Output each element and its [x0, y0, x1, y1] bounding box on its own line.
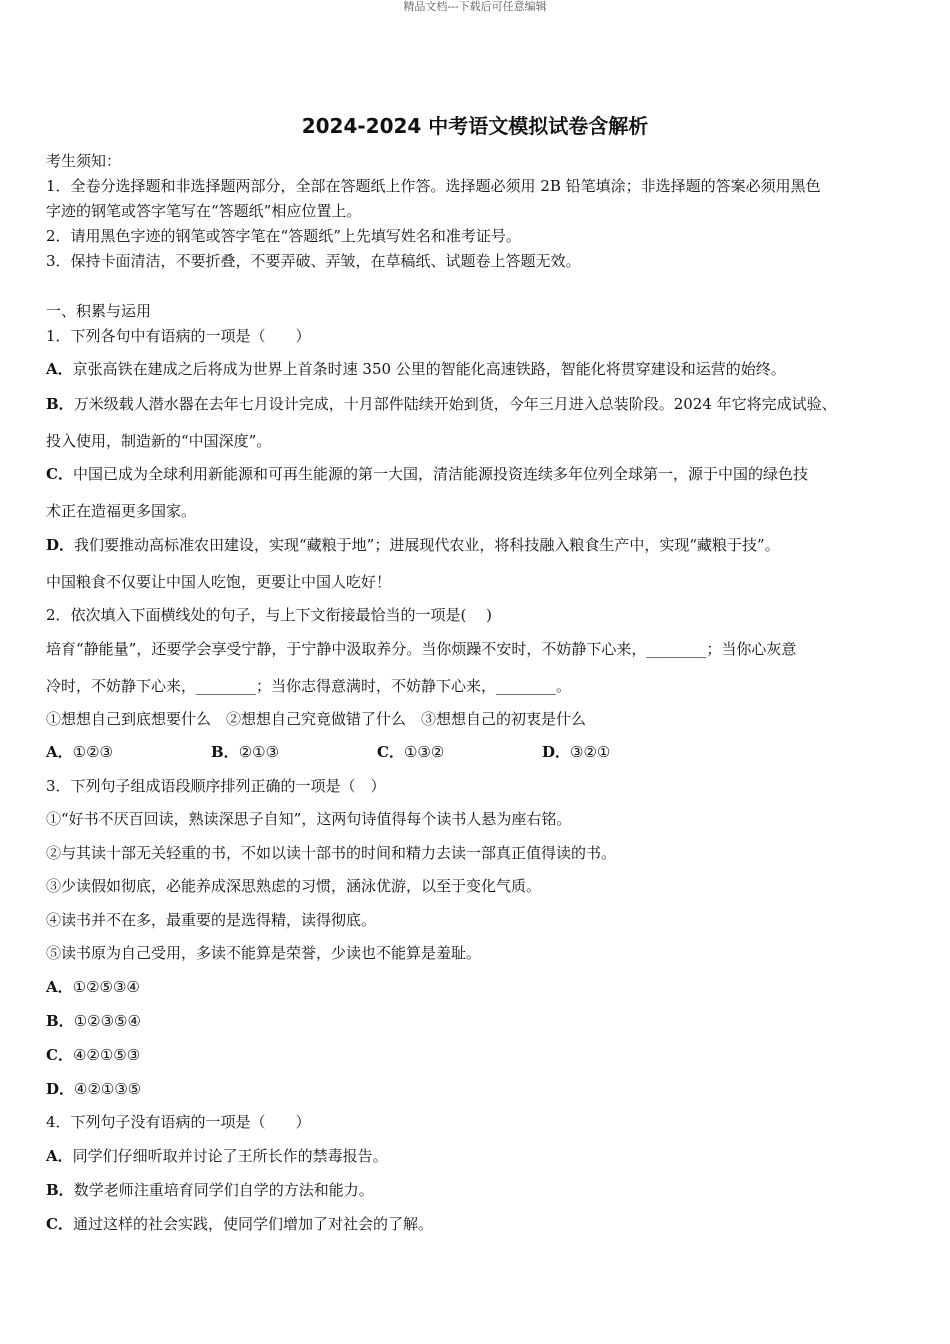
option-letter: D． — [46, 1080, 75, 1098]
option-letter: C． — [377, 743, 404, 761]
section-heading: 一、积累与运用 — [46, 302, 152, 320]
question-4-option-b — [46, 1179, 374, 1201]
notice-heading: 考生须知： — [46, 152, 122, 170]
option-text: ①②③⑤④ — [73, 1012, 141, 1030]
question-2-stem: 2．依次填入下面横线处的句子，与上下文衔接最恰当的一项是( ) — [46, 606, 493, 624]
option-text: 中国已成为全球利用新能源和可再生能源的第一大国，清洁能源投资连续多年位列全球第一，源于中国的绿色技 — [72, 465, 808, 483]
option-text: ①②⑤③④ — [72, 978, 140, 996]
option-letter: A． — [46, 1147, 73, 1165]
question-3-sentence-5: ⑤读书原为自己受用，多读不能算是荣誉，少读也不能算是羞耻。 — [46, 944, 482, 962]
document-title: 2024-2024 中考语文模拟试卷含解析 — [301, 114, 649, 138]
question-4-option-a — [46, 1145, 388, 1167]
option-letter: A． — [46, 743, 73, 761]
option-text: ④②①⑤③ — [72, 1046, 141, 1064]
question-1-option-c-cont: 术正在造福更多国家。 — [46, 502, 197, 520]
question-2-choices: ①想想自己到底想要什么 ②想想自己究竟做错了什么 ③想想自己的初衷是什么 — [46, 710, 587, 728]
option-letter: C． — [46, 465, 73, 483]
option-letter: A． — [46, 360, 73, 378]
question-4-stem: 4．下列句子没有语病的一项是（ ） — [46, 1113, 311, 1131]
notice-item-1-cont: 字迹的钢笔或答字笔写在“答题纸”相应位置上。 — [46, 202, 362, 220]
option-text: ①②③ — [72, 743, 113, 761]
option-letter: B． — [46, 395, 74, 413]
question-3-option-d — [46, 1078, 141, 1100]
question-3-stem: 3．下列句子组成语段顺序排列正确的一项是（ ） — [46, 777, 386, 795]
question-2-option-d — [542, 741, 610, 763]
question-3-option-b — [46, 1010, 141, 1032]
notice-item-1: 1．全卷分选择题和非选择题两部分，全部在答题纸上作答。选择题必须用 2B 铅笔填涂；非选择题的答案必须用黑色 — [46, 177, 821, 195]
option-text: ②①③ — [238, 743, 280, 761]
option-text: ①③② — [403, 743, 445, 761]
question-3-sentence-3: ③少读假如彻底，必能养成深思熟虑的习惯，涵泳优游，以至于变化气质。 — [46, 877, 542, 895]
question-1-option-d-cont: 中国粮食不仅要让中国人吃饱，更要让中国人吃好！ — [46, 573, 392, 591]
question-1-option-d — [46, 534, 780, 556]
option-text: 同学们仔细听取并讨论了王所长作的禁毒报告。 — [72, 1147, 388, 1165]
option-letter: B． — [46, 1181, 74, 1199]
option-letter: C． — [46, 1215, 73, 1233]
option-text: 京张高铁在建成之后将成为世界上首条时速 350 公里的智能化高速铁路，智能化将贯穿建设和运营的始终。 — [72, 360, 786, 378]
notice-item-2: 2．请用黑色字迹的钢笔或答字笔在“答题纸”上先填写姓名和准考证号。 — [46, 227, 521, 245]
option-letter: D． — [46, 536, 75, 554]
question-2-option-a — [46, 741, 113, 763]
question-2-option-b — [211, 741, 279, 763]
question-1-stem: 1．下列各句中有语病的一项是（ ） — [46, 327, 311, 345]
notice-item-3: 3．保持卡面清洁，不要折叠，不要弄破、弄皱，在草稿纸、试题卷上答题无效。 — [46, 252, 581, 270]
question-2-passage-cont: 冷时，不妨静下心来，________；当你志得意满时，不妨静下心来，________。 — [46, 677, 572, 695]
option-text: 万米级载人潜水器在去年七月设计完成，十月部件陆续开始到货，今年三月进入总装阶段。2024 年它将完成试验、 — [73, 395, 837, 413]
question-4-option-c — [46, 1213, 433, 1235]
option-letter: A． — [46, 978, 73, 996]
question-3-option-a — [46, 976, 140, 998]
question-2-option-c — [377, 741, 444, 763]
question-1-option-b — [46, 393, 837, 415]
option-text: 我们要推动高标准农田建设，实现“藏粮于地”；进展现代农业，将科技融入粮食生产中，实现“藏粮于技”。 — [74, 536, 780, 554]
option-text: ③②① — [570, 743, 611, 761]
option-text: ④②①③⑤ — [74, 1080, 142, 1098]
question-2-passage: 培育“静能量”，还要学会享受宁静，于宁静中汲取养分。当你烦躁不安时，不妨静下心来，________；当你心灰意 — [46, 640, 797, 658]
question-3-option-c — [46, 1044, 140, 1066]
question-3-sentence-4: ④读书并不在多，最重要的是选得精，读得彻底。 — [46, 911, 377, 929]
question-3-sentence-1: ①“好书不厌百回读，熟读深思子自知”，这两句诗值得每个读书人悬为座右铭。 — [46, 810, 572, 828]
question-1-option-c — [46, 463, 808, 485]
question-1-option-b-cont: 投入使用，制造新的“中国深度”。 — [46, 432, 272, 450]
option-letter: B． — [46, 1012, 74, 1030]
option-letter: B． — [211, 743, 239, 761]
option-letter: D． — [542, 743, 571, 761]
question-1-option-a — [46, 358, 786, 380]
option-text: 数学老师注重培育同学们自学的方法和能力。 — [73, 1181, 374, 1199]
option-text: 通过这样的社会实践，使同学们增加了对社会的了解。 — [72, 1215, 433, 1233]
option-letter: C． — [46, 1046, 73, 1064]
question-3-sentence-2: ②与其读十部无关轻重的书，不如以读十部书的时间和精力去读一部真正值得读的书。 — [46, 844, 617, 862]
page-header-note: 精品文档---下载后可任意编辑 — [403, 0, 547, 13]
